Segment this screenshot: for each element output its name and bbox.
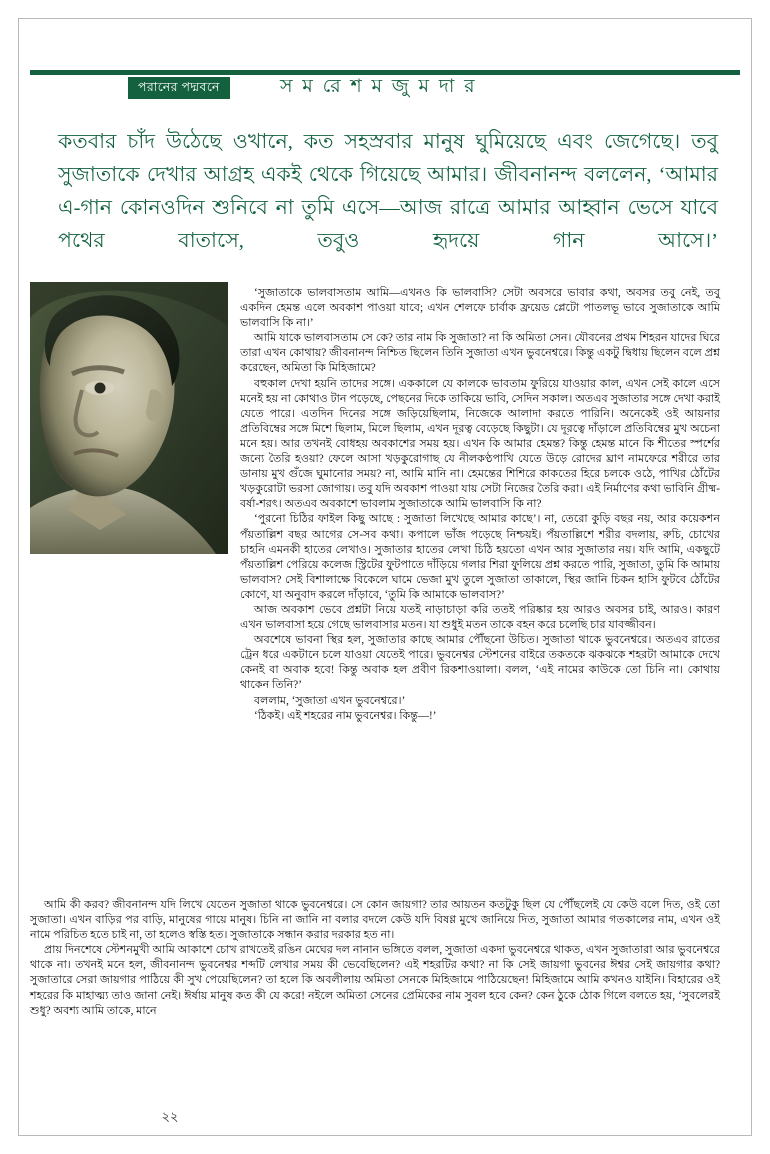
article-column-top: [240, 286, 720, 724]
author-portrait: [30, 282, 228, 554]
portrait-illustration: [30, 282, 228, 554]
author-name: স ম রে শ ম জু ম দা র: [280, 76, 478, 97]
paragraph: ‘ঠিকই। এই শহরের নাম ভুবনেশ্বর। কিন্তু—!’: [254, 709, 437, 722]
intro-pullquote: কতবার চাঁদ উঠেছে ওখানে, কত সহস্রবার মানুষ ঘুমিয়েছে এবং জেগেছে। তবু সুজাতাকে দেখার আগ্রহ একই থেকে গিয়েছে আমার। জীবনানন্দ বললেন, ‘আমার এ-গান কোনওদিন শুনিবে না তুমি এসে—আজ রাত্রে আমার আহ্বান ভেসে যাবে পথের বাতাসে, তবুও হৃদয়ে গান আসে।’: [58, 131, 718, 252]
header-rule: [30, 70, 740, 75]
paragraph: ‘পুরনো চিঠির ফাইল কিছু আছে : সুজাতা লিখেছে আমার কাছে’। না, তেরো কুড়ি বছর নয়, আর কয়েকশন পঁয়তাল্লিশ বছর আগের সে-সব কথা। কপালে ভাঁজ পড়েছে নিশ্চয়ই। পঁয়তাল্লিশে শরীর বদলায়, রুচি, চোখের চাহনি এমনকী হাতের লেখাও। সুজাতার হাতের লেখা চিঠি হয়তো এখন আর সুজাতার নয়। যদি আমি, একছুটে পঁয়তাল্লিশ পেরিয়ে কলেজ স্ট্রিটের ফুটপাতে দাঁড়িয়ে গলার শিরা ফুলিয়ে প্রশ্ন করতে পারি, সুজাতা, তুমি কি আমায় ভালবাস? সেই বিশালাক্ষে বিকেলে ঘামে ভেজা মুখ তুলে সুজাতা তাকালে, স্থির জানি চিকন হাসি ফুটবে ঠোঁটের কোণে, যা অনুবাদ করলে দাঁড়াবে, ‘তুমি কি আমাকে ভালবাস?’: [240, 513, 720, 601]
page-header: [30, 66, 740, 108]
paragraph: বললাম, ‘সুজাতা এখন ভুবনেশ্বরে।’: [254, 694, 406, 707]
page-number: ২২: [161, 1109, 179, 1124]
paragraph: আজ অবকাশ ভেবে প্রশ্নটা নিয়ে যতই নাড়াচাড়া করি ততই পরিষ্কার হয় আরও অবসর চাই, আরও। কারণ এখন ভালবাসা হয়ে গেছে ভালবাসার মতন। যা শুধুই মতন তাকে বহন করে চলেছি চার যাবজ্জীবন।: [240, 603, 720, 632]
paragraph: প্রায় দিনশেষে স্টেশনমুখী আমি আকাশে চোখ রাখতেই রঙিন মেঘের দল নানান ভঙ্গিতে বলল, সুজাতা একদা ভুবনেশ্বরে থাকত, এখন সুজাতারা আর ভুবনেশ্বরে থাকে না। তখনই মনে হল, জীবনানন্দ ভুবনেশ্বর শব্দটি লেখার সময় কী ভেবেছিলেন? এই শহরটির কথা? না কি সেই জায়গা ভুবনের ঈশ্বর সেই জায়গার কথা? সুজাতারে সেরা জায়গার পাঠিয়ে কী সুখ পেয়েছিলেন? তা হলে কি অবলীলায় অমিতা সেনকে মিহিজামে পাঠিয়েছেন! মিহিজামে আমি কখনও যাইনি। বিহারের ওই শহরের কি মাহাত্ম্য তাও জানা নেই। ঈর্ষায় মানুষ কত কী যে করে! নইলে অমিতা সেনের প্রেমিকের নাম সুবল হবে কেন? কেন ঠুকে ঠোক গিলে বলতে হয়, ‘সুবলেরই শুধু? অবশ্য আমি তাকে, মানে: [30, 944, 720, 1017]
paragraph: বহুকাল দেখা হয়নি তাদের সঙ্গে। এককালে যে কালকে ভাবতাম ফুরিয়ে যাওয়ার কাল, এখন সেই কালে এসে মনেই হয় না কোথাও টান পড়েছে, পেছনের দিকে তাকিয়ে ভাবি, সেদিন সকাল। অতএব সুজাতার সঙ্গে দেখা করাই যেতে পারে। এতদিন দিনের সঙ্গে জড়িয়েছিলাম, নিজেকে আলাদা করতে পারিনি। অনেকেই ওই আয়নার প্রতিবিম্বের সঙ্গে মিশে ছিলাম, মিলে ছিলাম, এখন দূরত্ব বেড়েছে কিছুটা। যে দূরত্বে দাঁড়ালে প্রতিবিম্বের মুখ অচেনা মনে হয়। আর তখনই বোধহয় অবকাশের সময় হয়। এখন কি আমার হেমন্ত? কিন্তু হেমন্ত মানে কি শীতের স্পর্শের জন্যে তৈরি হওয়া? ফেলে আসা খড়কুরোগাছ যে নীলকণ্ঠপাখি যেতে উড়ে রোদের ঘ্রাণ নামফেরে শরীরে তার ডানায় মুখ গুঁজে ঘুমানোর সময়? না, আমি মানি না। হেমন্তের শিশিরে কাকতের হিরে চলকে ওঠে, পাখির ঠোঁটের খড়কুরোটা ভরসা জোগায়। তবু যদি অবকাশ পাওয়া যায় সেটা নিজের তৈরি করা। এই নির্মাণের কথা ভাবিনি গ্রীষ্ম-বর্ষা-শরৎ। অতএব অবকাশে ভাবলাম সুজাতাকে আমি ভালবাসি কি না?: [240, 377, 720, 511]
paragraph: ‘সুজাতাকে ভালবাসতাম আমি—এখনও কি ভালবাসি? সেটা অবসরে ভাবার কথা, অবসর তবু নেই, তবু একদিন হেমন্ত এলে অবকাশ পাওয়া যাবে; এখন শেলফে চার্বাক ফ্রয়েড প্লেটো পাতলভূ ভাবে সুজাতাকে আমি ভালবাসি কি না।’: [240, 287, 720, 330]
series-tag: পরানের পদ্মবনে: [128, 77, 230, 99]
paragraph: আমি যাকে ভালবাসতাম সে কে? তার নাম কি সুজাতা? না কি অমিতা সেন। যৌবনের প্রথম শিহরন যাদের ঘিরে তারা এখন কোথায়? জীবনানন্দ নিশ্চিত ছিলেন তিনি সুজাতা এখন ভুবনেশ্বরে। কিন্তু একটু দ্বিধায় ছিলেন বলে প্রশ্ন করেছেন, অমিতা কি মিহিজামে?: [240, 332, 720, 375]
paragraph: অবশেষে ভাবনা স্থির হল, সুজাতার কাছে আমার পৌঁছনো উচিত। সুজাতা থাকে ভুবনেশ্বরে। অতএব রাতের ট্রেন ধরে একটানে চলে যাওয়া যেতেই পারে। ভুবনেশ্বর স্টেশনের বাইরে তকতকে ঝকঝকে শহরটা আমাকে দেখে কেনই বা অবাক হবে! কিন্তু অবাক হল প্রবীণ রিকশাওয়ালা। বলল, ‘এই নামের কাউকে তো চিনি না। কোথায় থাকেন তিনি?’: [240, 634, 720, 692]
article-column-bottom: [30, 898, 720, 1019]
page-folio: [0, 1108, 770, 1129]
paragraph: আমি কী করব? জীবনানন্দ যদি লিখে যেতেন সুজাতা থাকে ভুবনেশ্বরে। সে কোন জায়গা? তার আয়তন কতটুকু ছিল যে পৌঁছলেই যে কেউ বলে দিত, ওই তো সুজাতা। এখন বাড়ির পর বাড়ি, মানুষের গায়ে মানুষ। চিনি না জানি না বলার বদলে কেউ যদি বিষণ্ণ মুখে জানিয়ে দিত, সুজাতা আমার গতকালের নাম, এখন ওই নামে পরিচিত হতে চাই না, তা হলেও স্বস্তি হত। সুজাতাকে সন্ধান করার দরকার হত না।: [30, 899, 720, 942]
